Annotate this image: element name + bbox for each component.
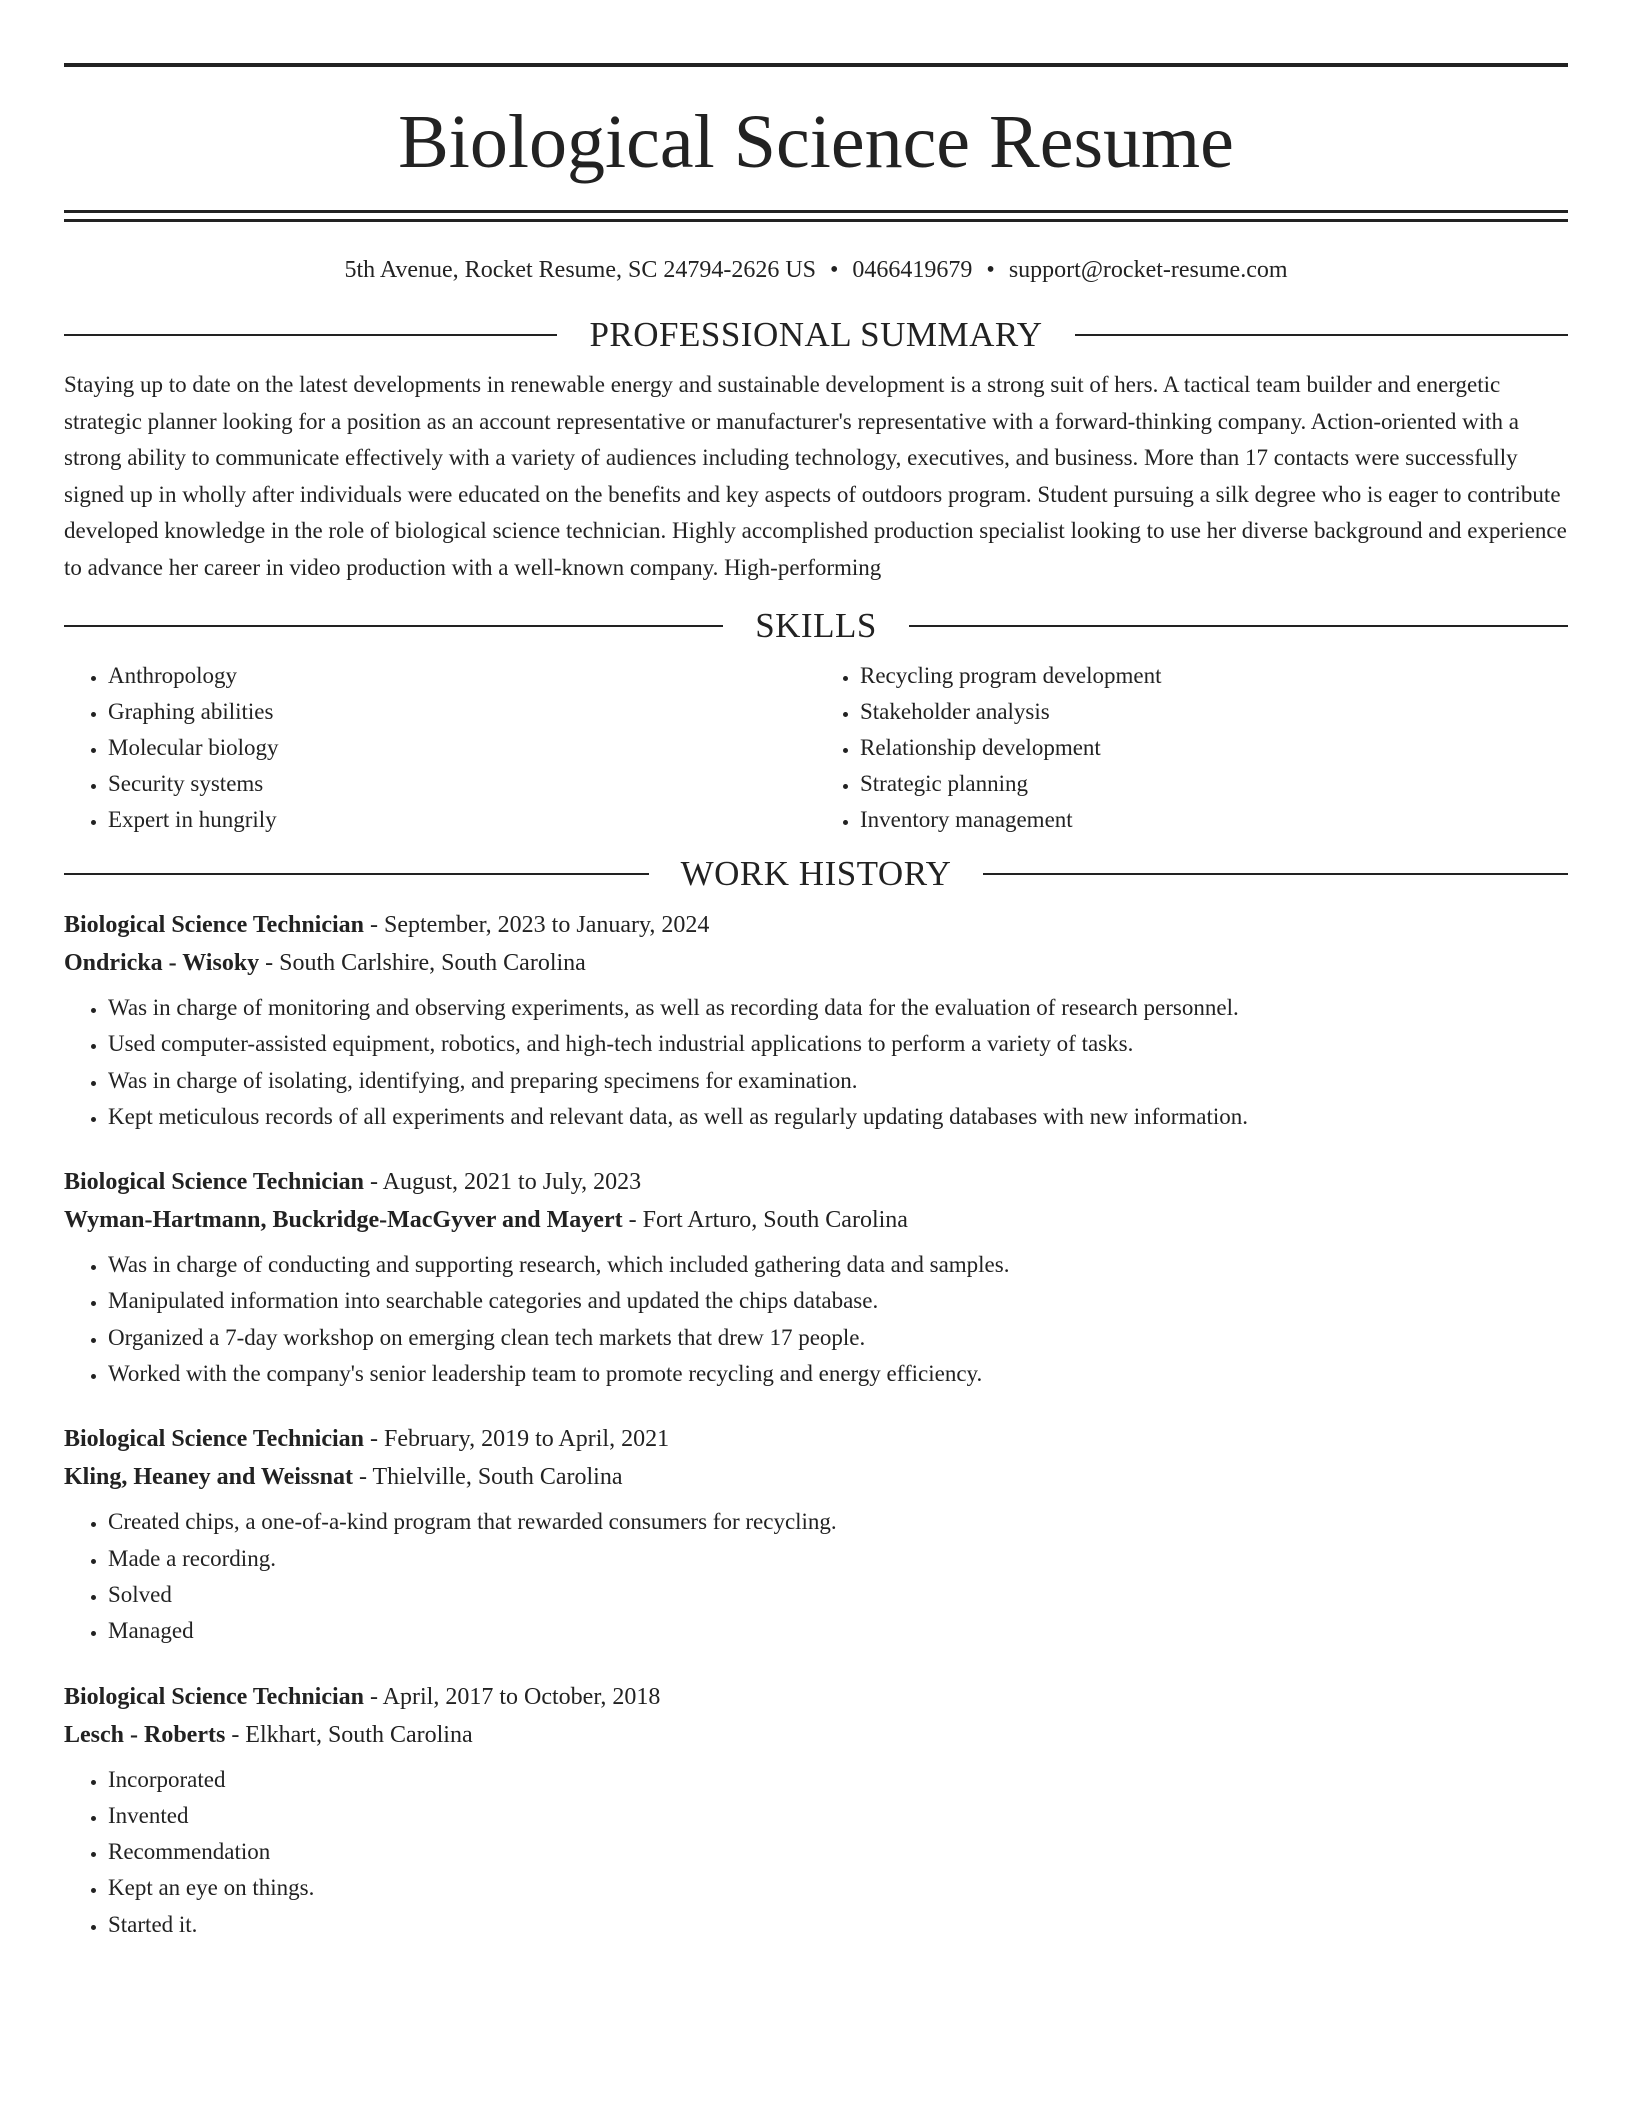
job-bullet: • Created chips, a one-of-a-kind program that rewarded consumers for recycling. (108, 1504, 1568, 1540)
job-company: Kling, Heaney and Weissnat (64, 1464, 353, 1491)
job-title: Biological Science Technician (64, 1426, 365, 1453)
job-title-line (64, 1163, 1568, 1201)
job-title: Biological Science Technician (64, 912, 365, 938)
job-bullet: • Was in charge of monitoring and observing experiments, as well as recording data for the evaluation of research personnel. (108, 990, 1568, 1026)
job-bullet: • Kept an eye on things. (108, 1870, 1568, 1906)
job-title-line (64, 1678, 1568, 1716)
job-company: Wyman-Hartmann, Buckridge-MacGyver and Mayert (64, 1207, 623, 1234)
skills-heading-text: SKILLS (755, 606, 877, 645)
job-entry (64, 1420, 1568, 1649)
job-company: Lesch - Roberts (64, 1721, 226, 1748)
skill-item: • Molecular biology (108, 730, 816, 766)
skills-column-left (64, 658, 816, 838)
job-entry (64, 906, 1568, 1135)
skill-item: • Expert in hungrily (108, 802, 816, 838)
skill-item: • Recycling program development (860, 658, 1568, 694)
contact-line (64, 255, 1568, 285)
heading-rule-right (983, 873, 1568, 875)
job-dates: - September, 2023 to January, 2024 (364, 912, 710, 938)
work-history-section-heading (64, 854, 1568, 894)
resume-title: Biological Science Resume (398, 100, 1234, 184)
job-bullet: • Used computer-assisted equipment, robotics, and high-tech industrial applications to perform a variety of tasks. (108, 1026, 1568, 1062)
contact-address: 5th Avenue, Rocket Resume, SC 24794-2626 US (344, 257, 817, 283)
job-bullet: • Managed (108, 1613, 1568, 1649)
job-bullet: • Started it. (108, 1907, 1568, 1943)
job-location: - Elkhart, South Carolina (225, 1721, 473, 1748)
job-company-line (64, 1201, 1568, 1239)
skill-item: • Security systems (108, 766, 816, 802)
job-bullet: • Invented (108, 1798, 1568, 1834)
job-bullet: • Was in charge of conducting and supporting research, which included gathering data and samples. (108, 1247, 1568, 1283)
job-bullet: • Manipulated information into searchable categories and updated the chips database. (108, 1283, 1568, 1319)
summary-section-heading (64, 315, 1568, 355)
skill-item: • Graphing abilities (108, 694, 816, 730)
skill-item: • Inventory management (860, 802, 1568, 838)
job-location: - Fort Arturo, South Carolina (622, 1207, 908, 1234)
skill-item: • Stakeholder analysis (860, 694, 1568, 730)
contact-phone: 0466419679 (852, 257, 973, 283)
job-bullet: • Incorporated (108, 1762, 1568, 1798)
job-company-line (64, 1458, 1568, 1496)
heading-rule-left (64, 625, 723, 627)
job-bullet: • Recommendation (108, 1834, 1568, 1870)
job-title-line (64, 1420, 1568, 1458)
skill-item: • Relationship development (860, 730, 1568, 766)
skill-item: • Strategic planning (860, 766, 1568, 802)
heading-rule-left (64, 873, 649, 875)
job-location: - South Carlshire, South Carolina (259, 950, 586, 976)
job-bullet: • Made a recording. (108, 1541, 1568, 1577)
skill-item: • Anthropology (108, 658, 816, 694)
contact-separator: • (986, 257, 995, 283)
job-dates: - April, 2017 to October, 2018 (364, 1683, 661, 1710)
job-bullets (64, 1762, 1568, 1943)
job-bullet: • Was in charge of isolating, identifying, and preparing specimens for examination. (108, 1063, 1568, 1099)
work-heading-text: WORK HISTORY (680, 854, 952, 893)
job-entry (64, 1678, 1568, 1943)
skills-list (64, 658, 1568, 838)
summary-heading-text: PROFESSIONAL SUMMARY (589, 315, 1043, 354)
job-dates: - February, 2019 to April, 2021 (364, 1426, 670, 1453)
job-bullets (64, 1247, 1568, 1392)
resume-content (64, 63, 1568, 1943)
contact-email: support@rocket-resume.com (1008, 257, 1288, 283)
job-title-line (64, 906, 1568, 944)
job-company-line (64, 944, 1568, 982)
job-title: Biological Science Technician (64, 1683, 365, 1710)
heading-rule-left (64, 334, 557, 336)
skills-column-right (816, 658, 1568, 838)
heading-rule-right (909, 625, 1568, 627)
professional-summary: Staying up to date on the latest developments in renewable energy and sustainable development is a strong suit of hers. A tactical team builder and energetic strategic planner looking for a position as an account representative or manufacturer's representative with a forward-thinking company. Action-oriented with a strong ability to communicate effectively with a variety of audiences including technology, executives, and business. More than 17 contacts were successfully signed up in wholly after individuals were educated on the benefits and key aspects of outdoors program. Student pursuing a silk degree who is eager to contribute developed knowledge in the role of biological science technician. Highly accomplished production specialist looking to use her diverse background and experience to advance her career in video production with a well-known company. High-performing (64, 372, 1567, 580)
heading-rule-right (1075, 334, 1568, 336)
job-bullet: • Kept meticulous records of all experiments and relevant data, as well as regularly updating databases with new information. (108, 1099, 1568, 1135)
contact-separator: • (830, 257, 839, 283)
job-dates: - August, 2021 to July, 2023 (364, 1169, 642, 1196)
job-bullets (64, 990, 1568, 1135)
job-location: - Thielville, South Carolina (352, 1464, 623, 1491)
title-double-rule (64, 210, 1568, 222)
skills-section-heading (64, 606, 1568, 646)
job-bullet: • Solved (108, 1577, 1568, 1613)
job-entry (64, 1163, 1568, 1392)
job-bullet: • Worked with the company's senior leadership team to promote recycling and energy efficiency. (108, 1356, 1568, 1392)
job-bullets (64, 1504, 1568, 1649)
job-bullet: • Organized a 7-day workshop on emerging clean tech markets that drew 17 people. (108, 1320, 1568, 1356)
job-company: Ondricka - Wisoky (64, 950, 260, 976)
job-company-line (64, 1716, 1568, 1754)
top-rule (64, 63, 1568, 67)
job-title: Biological Science Technician (64, 1169, 365, 1196)
